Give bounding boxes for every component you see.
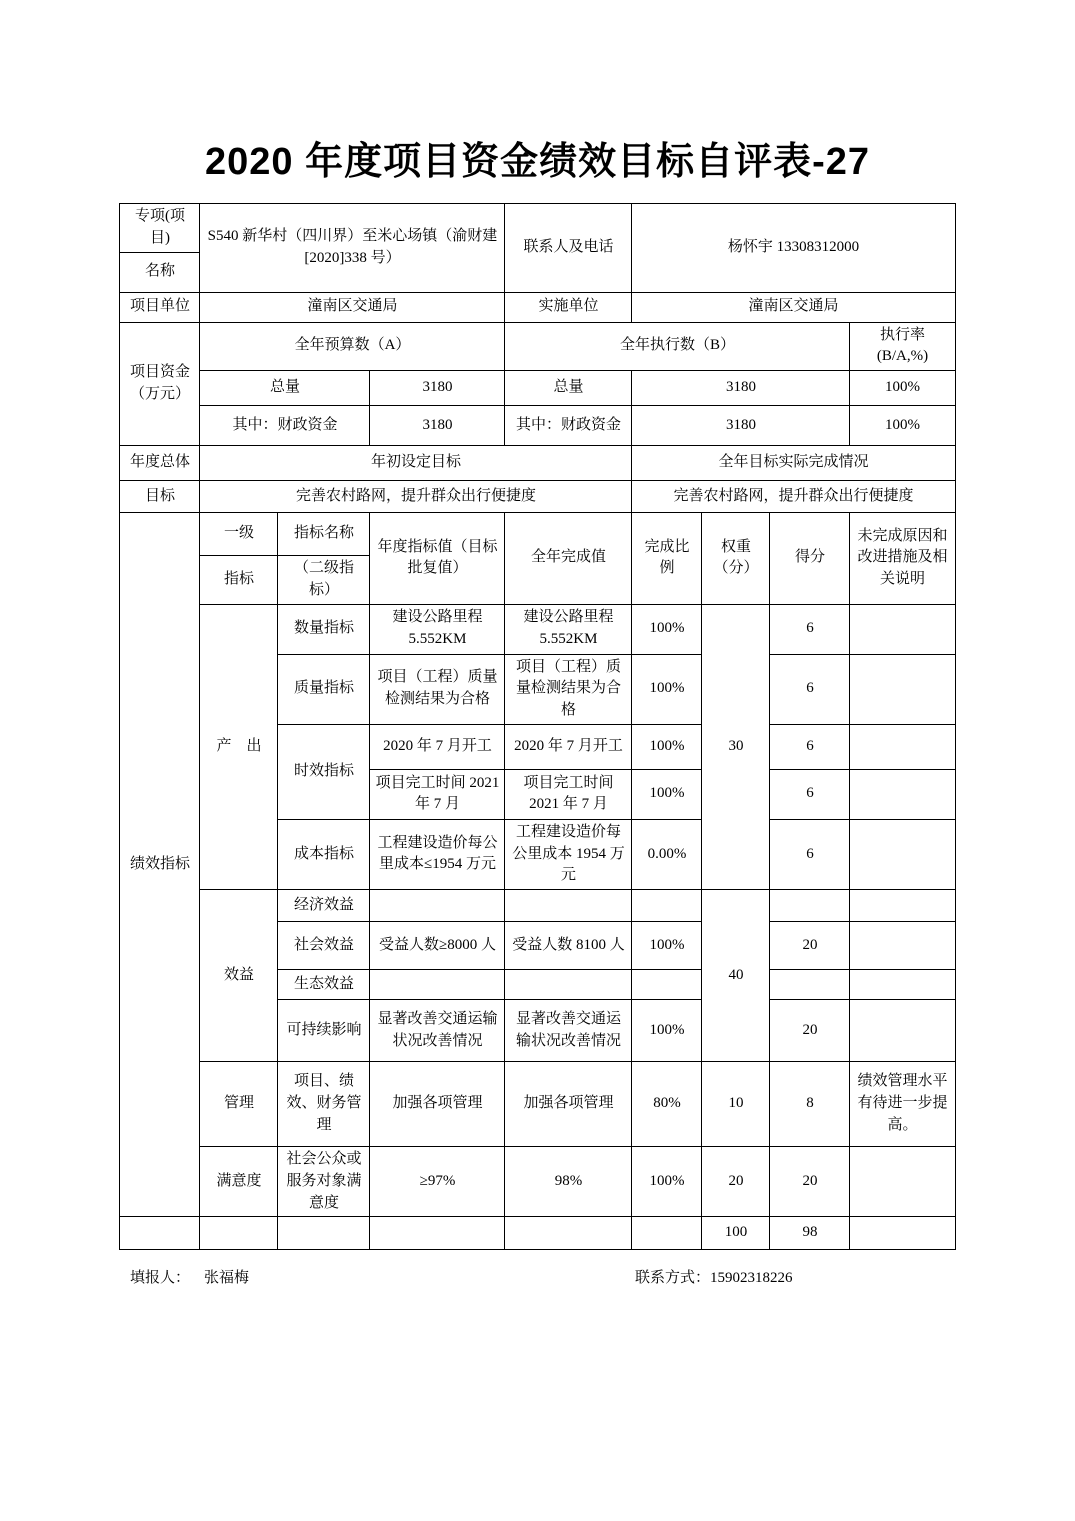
indicator-target-cell: 工程建设造价每公里成本≤1954 万元	[370, 819, 505, 889]
group-satisfaction-cell: 满意度	[200, 1147, 278, 1217]
indicator-ratio-cell: 100%	[632, 654, 702, 724]
indicator-ratio-cell: 100%	[632, 724, 702, 769]
project-label-bottom-cell: 名称	[120, 252, 200, 292]
group-management-cell: 管理	[200, 1062, 278, 1147]
indicator-completed-cell: 2020 年 7 月开工	[505, 724, 632, 769]
indicator-completed-cell: 工程建设造价每公里成本 1954 万元	[505, 819, 632, 889]
total-weight-cell: 100	[702, 1217, 770, 1250]
indicator-score-cell	[770, 970, 850, 1000]
indicator-ratio-cell	[632, 890, 702, 922]
indicator-completed-cell	[505, 890, 632, 922]
indicator-target-cell	[370, 890, 505, 922]
goal-actual-value-cell: 完善农村路网，提升群众出行便捷度	[632, 481, 955, 513]
table-row	[120, 204, 955, 253]
indicator-ratio-cell: 100%	[632, 769, 702, 819]
indicator-target-cell: 建设公路里程 5.552KM	[370, 604, 505, 654]
fiscal-label-a-cell: 其中：财政资金	[200, 406, 370, 446]
indicator-target-cell: 加强各项管理	[370, 1062, 505, 1147]
contact-line	[635, 1266, 793, 1287]
perf-score-header-cell: 得分	[770, 513, 850, 605]
indicator-name-cell: 社会公众或服务对象满意度	[278, 1147, 370, 1217]
empty-cell	[370, 1217, 505, 1250]
indicator-score-cell: 20	[770, 922, 850, 970]
empty-cell	[278, 1217, 370, 1250]
total-label-a-cell: 总量	[200, 371, 370, 406]
table-row	[120, 481, 955, 513]
indicator-score-cell: 6	[770, 724, 850, 769]
indicator-name-cell: 社会效益	[278, 922, 370, 970]
budget-header-cell: 全年预算数（A）	[200, 322, 505, 371]
indicator-score-cell: 20	[770, 1147, 850, 1217]
table-row	[120, 446, 955, 481]
unit-value-cell: 潼南区交通局	[200, 292, 505, 322]
indicator-score-cell: 6	[770, 769, 850, 819]
indicator-score-cell: 6	[770, 604, 850, 654]
impl-label-cell: 实施单位	[505, 292, 632, 322]
fiscal-rate-cell: 100%	[850, 406, 955, 446]
indicator-ratio-cell: 100%	[632, 922, 702, 970]
total-b-cell: 3180	[632, 371, 850, 406]
indicator-completed-cell: 加强各项管理	[505, 1062, 632, 1147]
indicator-name-cell: 时效指标	[278, 724, 370, 819]
table-row	[120, 513, 955, 556]
indicator-score-cell: 6	[770, 654, 850, 724]
indicator-target-cell: 显著改善交通运输状况改善情况	[370, 1000, 505, 1062]
contact-label-cell: 联系人及电话	[505, 204, 632, 293]
indicator-note-cell	[850, 890, 955, 922]
table-row	[120, 890, 955, 922]
table-row	[120, 1147, 955, 1217]
table-row	[120, 1062, 955, 1147]
table-row	[120, 406, 955, 446]
indicator-ratio-cell: 100%	[632, 604, 702, 654]
exec-header-cell: 全年执行数（B）	[505, 322, 850, 371]
indicator-note-cell	[850, 724, 955, 769]
indicator-target-cell: 2020 年 7 月开工	[370, 724, 505, 769]
fiscal-label-b-cell: 其中：财政资金	[505, 406, 632, 446]
indicator-completed-cell: 项目完工时间 2021 年 7 月	[505, 769, 632, 819]
indicator-target-cell: 受益人数≥8000 人	[370, 922, 505, 970]
funds-label-cell: 项目资金（万元）	[120, 322, 200, 446]
footer-contact-value: 15902318226	[710, 1270, 793, 1287]
project-name-cell: S540 新华村（四川界）至米心场镇（渝财建[2020]338 号）	[200, 204, 505, 293]
indicator-ratio-cell: 100%	[632, 1000, 702, 1062]
indicator-name-cell: 经济效益	[278, 890, 370, 922]
perf-target-header-cell: 年度指标值（目标批复值）	[370, 513, 505, 605]
table-row	[120, 322, 955, 371]
footer-contact-label: 联系方式：	[635, 1270, 711, 1287]
indicator-target-cell: 项目（工程）质量检测结果为合格	[370, 654, 505, 724]
indicator-completed-cell: 建设公路里程 5.552KM	[505, 604, 632, 654]
filler-label: 填报人：	[130, 1270, 191, 1287]
table-row	[120, 1217, 955, 1250]
total-label-b-cell: 总量	[505, 371, 632, 406]
filler-line	[130, 1266, 249, 1287]
indicator-score-cell	[770, 890, 850, 922]
goal-label-bottom-cell: 目标	[120, 481, 200, 513]
indicator-score-cell: 6	[770, 819, 850, 889]
indicator-name-cell: 可持续影响	[278, 1000, 370, 1062]
total-score-cell: 98	[770, 1217, 850, 1250]
perf-label-cell: 绩效指标	[120, 513, 200, 1217]
project-label-top-cell: 专项(项目)	[120, 204, 200, 253]
indicator-score-cell: 20	[770, 1000, 850, 1062]
perf-weight-header-cell: 权重（分）	[702, 513, 770, 605]
perf-name-top-cell: 指标名称	[278, 513, 370, 556]
weight-output-cell: 30	[702, 604, 770, 890]
indicator-completed-cell: 项目（工程）质量检测结果为合格	[505, 654, 632, 724]
weight-benefit-cell: 40	[702, 890, 770, 1062]
fiscal-b-cell: 3180	[632, 406, 850, 446]
perf-completed-header-cell: 全年完成值	[505, 513, 632, 605]
table-row	[120, 604, 955, 654]
indicator-target-cell: 项目完工时间 2021 年 7 月	[370, 769, 505, 819]
indicator-target-cell	[370, 970, 505, 1000]
indicator-ratio-cell: 80%	[632, 1062, 702, 1147]
page-title: 2020 年度项目资金绩效目标自评表-27	[204, 141, 871, 183]
indicator-weight-cell: 20	[702, 1147, 770, 1217]
indicator-note-cell	[850, 604, 955, 654]
indicator-name-cell: 成本指标	[278, 819, 370, 889]
indicator-name-cell: 质量指标	[278, 654, 370, 724]
goal-label-top-cell: 年度总体	[120, 446, 200, 481]
total-a-cell: 3180	[370, 371, 505, 406]
impl-value-cell: 潼南区交通局	[632, 292, 955, 322]
indicator-completed-cell: 受益人数 8100 人	[505, 922, 632, 970]
indicator-note-cell: 绩效管理水平有待进一步提高。	[850, 1062, 955, 1147]
group-benefit-cell: 效益	[200, 890, 278, 1062]
indicator-note-cell	[850, 769, 955, 819]
indicator-ratio-cell: 100%	[632, 1147, 702, 1217]
fiscal-a-cell: 3180	[370, 406, 505, 446]
perf-name-bottom-cell: （二级指标）	[278, 556, 370, 605]
indicator-score-cell: 8	[770, 1062, 850, 1147]
group-output-cell: 产 出	[200, 604, 278, 890]
rate-header-cell: 执行率(B/A,%)	[850, 322, 955, 371]
table-row	[120, 371, 955, 406]
indicator-completed-cell	[505, 970, 632, 1000]
indicator-note-cell	[850, 1147, 955, 1217]
indicator-name-cell: 项目、绩效、财务管理	[278, 1062, 370, 1147]
goal-set-value-cell: 完善农村路网，提升群众出行便捷度	[200, 481, 632, 513]
empty-cell	[120, 1217, 200, 1250]
empty-cell	[505, 1217, 632, 1250]
table-row	[120, 292, 955, 322]
indicator-completed-cell: 显著改善交通运输状况改善情况	[505, 1000, 632, 1062]
goal-actual-header-cell: 全年目标实际完成情况	[632, 446, 955, 481]
indicator-note-cell	[850, 970, 955, 1000]
total-rate-cell: 100%	[850, 371, 955, 406]
evaluation-table	[119, 203, 955, 1250]
indicator-weight-cell: 10	[702, 1062, 770, 1147]
indicator-note-cell	[850, 654, 955, 724]
contact-value-cell: 杨怀宇 13308312000	[632, 204, 955, 293]
indicator-note-cell	[850, 922, 955, 970]
empty-cell	[200, 1217, 278, 1250]
indicator-note-cell	[850, 1000, 955, 1062]
indicator-target-cell: ≥97%	[370, 1147, 505, 1217]
indicator-completed-cell: 98%	[505, 1147, 632, 1217]
indicator-name-cell: 数量指标	[278, 604, 370, 654]
filler-name: 张福梅	[204, 1270, 250, 1287]
empty-cell	[850, 1217, 955, 1250]
unit-label-cell: 项目单位	[120, 292, 200, 322]
perf-note-header-cell: 未完成原因和改进措施及相关说明	[850, 513, 955, 605]
indicator-note-cell	[850, 819, 955, 889]
indicator-ratio-cell	[632, 970, 702, 1000]
perf-level1-bottom-cell: 指标	[200, 556, 278, 605]
perf-ratio-header-cell: 完成比例	[632, 513, 702, 605]
indicator-name-cell: 生态效益	[278, 970, 370, 1000]
empty-cell	[632, 1217, 702, 1250]
indicator-ratio-cell: 0.00%	[632, 819, 702, 889]
goal-set-header-cell: 年初设定目标	[200, 446, 632, 481]
perf-level1-top-cell: 一级	[200, 513, 278, 556]
